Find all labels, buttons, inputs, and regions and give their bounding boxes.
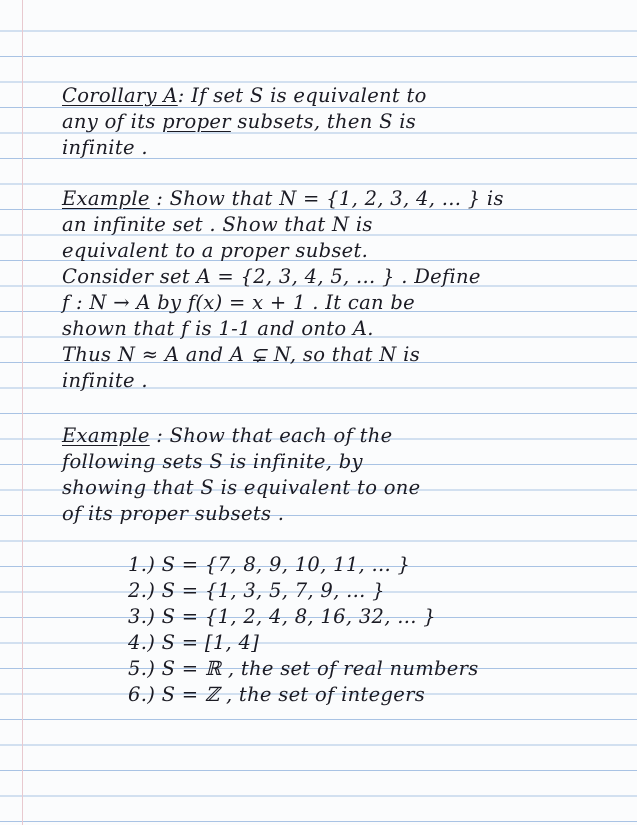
list-item: 5.) S = ℝ , the set of real numbers (128, 657, 479, 680)
example2-text: : Show that each of the (149, 424, 393, 447)
list-item: 4.) S = [1, 4] (128, 631, 260, 654)
corollary-line-1 (62, 83, 427, 109)
example1-label: Example (62, 187, 150, 210)
example2-line-3: showing that S is equivalent to one (62, 476, 421, 499)
corollary-text: any of its (62, 110, 163, 133)
example1-text: : Show that N = {1, 2, 3, 4, ... } is (149, 187, 504, 210)
example1-line-1 (62, 186, 504, 212)
corollary-line-2 (62, 109, 416, 135)
corollary-text: : If set S is equivalent to (177, 84, 427, 107)
corollary-underlined-word: proper (162, 110, 231, 133)
list-item: 1.) S = {7, 8, 9, 10, 11, ... } (128, 553, 411, 576)
example1-line-2: an infinite set . Show that N is (62, 213, 373, 236)
example2-line-4: of its proper subsets . (62, 502, 285, 525)
example1-line-8: infinite . (62, 369, 148, 392)
corollary-text: subsets, then S is (230, 110, 417, 133)
example1-line-4: Consider set A = {2, 3, 4, 5, ... } . Define (62, 265, 481, 288)
list-item: 3.) S = {1, 2, 4, 8, 16, 32, ... } (128, 605, 436, 628)
example2-line-2: following sets S is infinite, by (62, 450, 363, 473)
list-item: 6.) S = ℤ , the set of integers (128, 683, 426, 706)
example2-label: Example (62, 424, 150, 447)
example1-line-6: shown that f is 1-1 and onto A. (62, 317, 374, 340)
corollary-label: Corollary A (62, 84, 178, 107)
example1-line-3: equivalent to a proper subset. (62, 239, 369, 262)
corollary-line-3: infinite . (62, 136, 148, 159)
list-item: 2.) S = {1, 3, 5, 7, 9, ... } (128, 579, 385, 602)
example2-line-1 (62, 423, 392, 449)
example1-line-7: Thus N ≈ A and A ⊊ N, so that N is (62, 343, 421, 366)
margin-line (22, 0, 23, 825)
example1-line-5: f : N → A by f(x) = x + 1 . It can be (62, 291, 416, 314)
